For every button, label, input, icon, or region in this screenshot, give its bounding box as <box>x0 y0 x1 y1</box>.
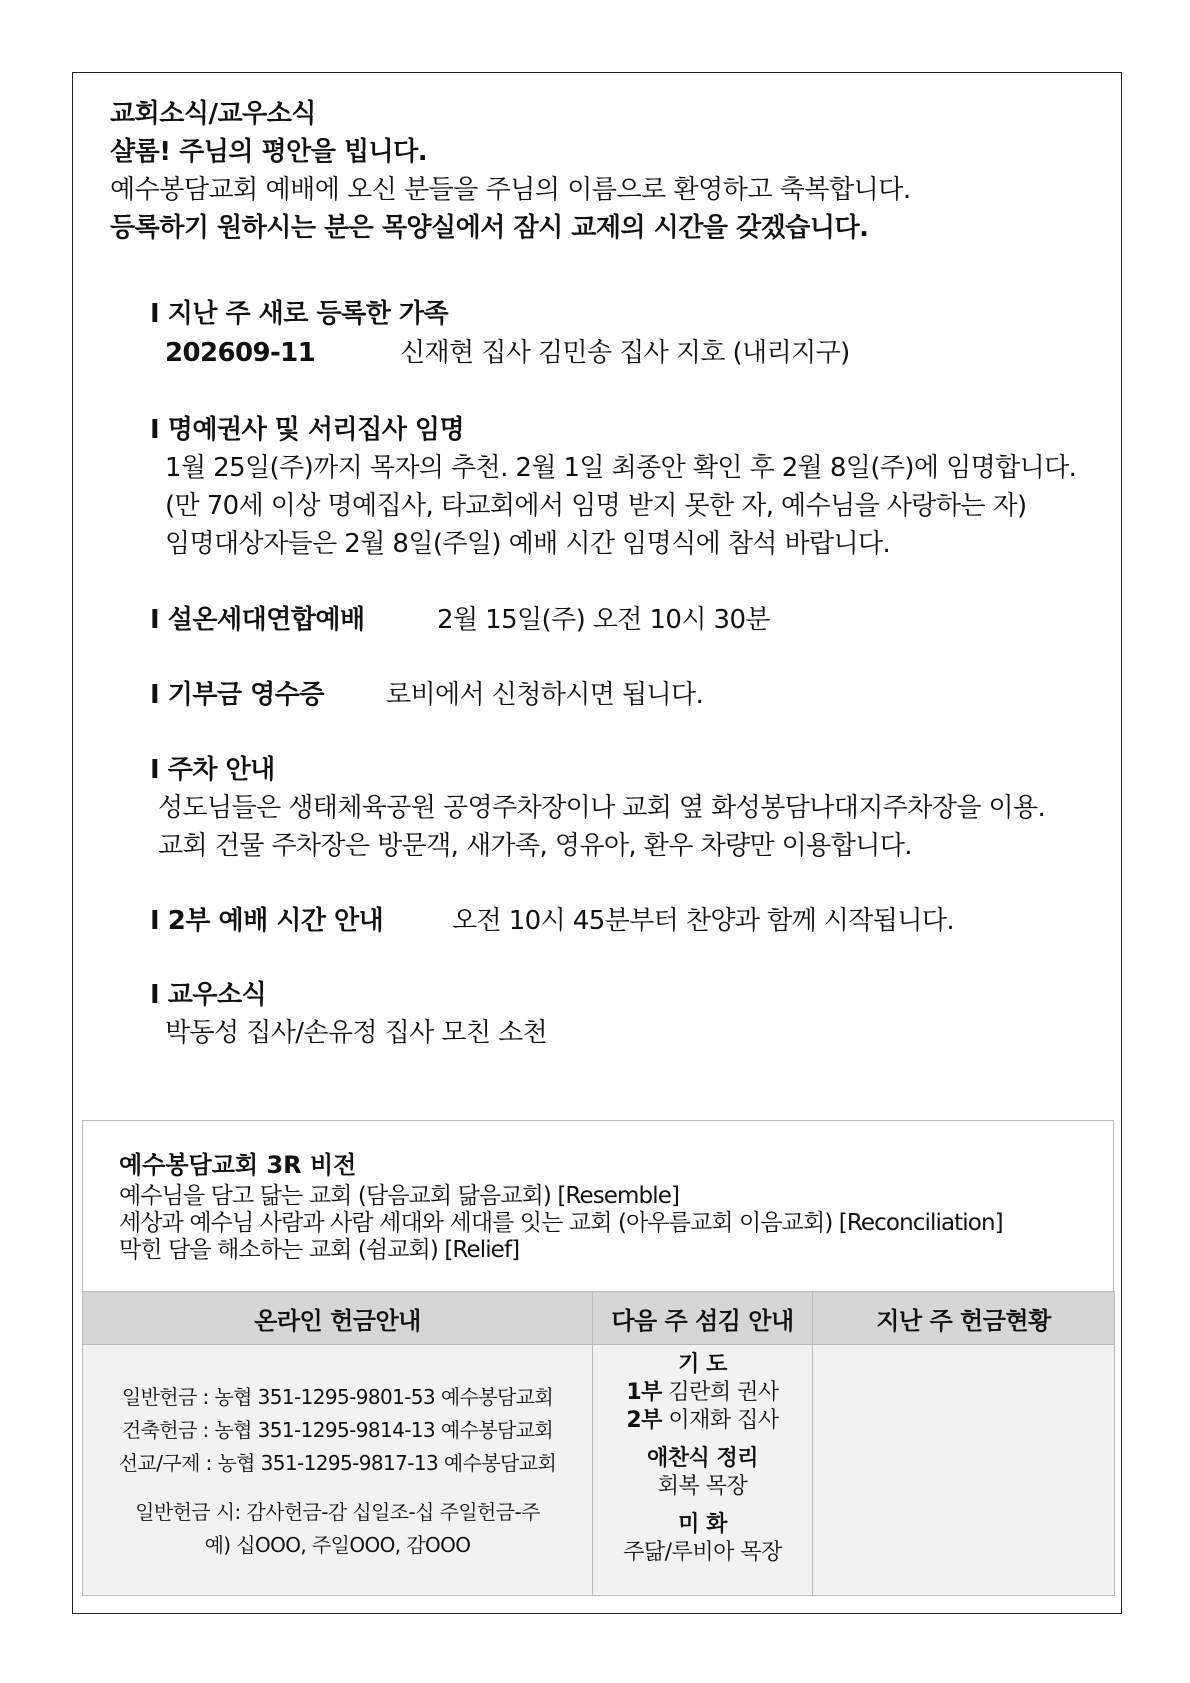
receipt-text: 로비에서 신청하시면 됩니다. <box>386 680 704 710</box>
section-title-member-news: I 교우소식 <box>150 980 267 1010</box>
second-service-text: 오전 10시 45분부터 찬양과 함께 시작됩니다. <box>452 906 955 936</box>
vision-line: 세상과 예수님 사람과 사람 세대와 세대를 잇는 교회 (아우름교회 이음교회) [Reconciliation] <box>119 1210 1003 1236</box>
appointment-line: 임명대상자들은 2월 8일(주일) 예배 시간 임명식에 참석 바랍니다. <box>165 529 891 559</box>
online-offering-cell <box>83 1345 593 1596</box>
member-news-text: 박동성 집사/손유정 집사 모친 소천 <box>165 1018 548 1048</box>
new-family-names: 신재현 집사 김민송 집사 지호 (내리지구) <box>400 338 850 368</box>
prayer-title: 기 도 <box>678 1352 727 1377</box>
section-title-appointment: I 명예권사 및 서리집사 임명 <box>150 415 465 445</box>
vision-title: 예수봉담교회 3R 비전 <box>119 1151 357 1179</box>
next-week-service-cell <box>593 1345 813 1596</box>
cleanup-name: 회복 목장 <box>657 1474 748 1499</box>
offering-note: 일반헌금 시: 감사헌금-감 십일조-십 주일헌금-주 <box>135 1500 540 1524</box>
intro-block <box>110 95 1090 247</box>
prayer-2-name: 이재화 집사 <box>668 1408 779 1433</box>
section-title-new-family: I 지난 주 새로 등록한 가족 <box>150 299 449 329</box>
parking-line: 성도님들은 생태체육공원 공영주차장이나 교회 옆 화성봉담나대지주차장을 이용. <box>158 793 1046 823</box>
page-title: 교회소식/교우소식 <box>110 99 316 129</box>
account-general: 일반헌금 : 농협 351-1295-9801-53 예수봉담교회 <box>121 1385 554 1409</box>
vision-line: 예수님을 담고 닮는 교회 (담음교회 닮음교회) [Resemble] <box>119 1183 680 1209</box>
beauty-title: 미 화 <box>678 1512 727 1537</box>
appointment-line: (만 70세 이상 명예집사, 타교회에서 임명 받지 못한 자, 예수님을 사랑하는 자) <box>165 491 1027 521</box>
info-table <box>82 1291 1115 1596</box>
account-mission: 선교/구제 : 농협 351-1295-9817-13 예수봉담교회 <box>118 1451 557 1475</box>
greeting: 샬롬! 주님의 평안을 빕니다. <box>110 137 428 167</box>
section-title-receipt: I 기부금 영수증 <box>150 680 324 710</box>
last-week-offering-cell <box>813 1345 1115 1596</box>
section-title-new-year: I 설온세대연합예배 <box>150 605 365 635</box>
welcome-text: 예수봉담교회 예배에 오신 분들을 주님의 이름으로 환영하고 축복합니다. <box>110 175 911 205</box>
header-next-week-service: 다음 주 섬김 안내 <box>593 1292 813 1345</box>
new-family-code: 202609-11 <box>165 338 316 368</box>
parking-line: 교회 건물 주차장은 방문객, 새가족, 영유아, 환우 차량만 이용합니다. <box>158 831 912 861</box>
prayer-2-label: 2부 <box>626 1408 662 1433</box>
new-year-text: 2월 15일(주) 오전 10시 30분 <box>437 605 770 635</box>
beauty-name: 주닮/루비아 목장 <box>623 1540 782 1565</box>
prayer-1-name: 김란희 권사 <box>668 1380 779 1405</box>
register-text: 등록하기 원하시는 분은 목양실에서 잠시 교제의 시간을 갖겠습니다. <box>110 213 869 243</box>
vision-box <box>82 1120 1114 1292</box>
appointment-line: 1월 25일(주)까지 목자의 추천. 2월 1일 최종안 확인 후 2월 8일(주)에 임명합니다. <box>165 453 1077 483</box>
header-last-week-offering: 지난 주 헌금현황 <box>813 1292 1115 1345</box>
section-title-second-service: I 2부 예배 시간 안내 <box>150 906 384 936</box>
offering-note-example: 예) 십OOO, 주일OOO, 감OOO <box>204 1533 471 1557</box>
header-online-offering: 온라인 헌금안내 <box>83 1292 593 1345</box>
section-title-parking: I 주차 안내 <box>150 755 275 785</box>
cleanup-title: 애찬식 정리 <box>647 1446 758 1471</box>
vision-line: 막힌 담을 해소하는 교회 (쉼교회) [Relief] <box>119 1237 520 1263</box>
account-building: 건축헌금 : 농협 351-1295-9814-13 예수봉담교회 <box>121 1418 554 1442</box>
prayer-1-label: 1부 <box>626 1380 662 1405</box>
